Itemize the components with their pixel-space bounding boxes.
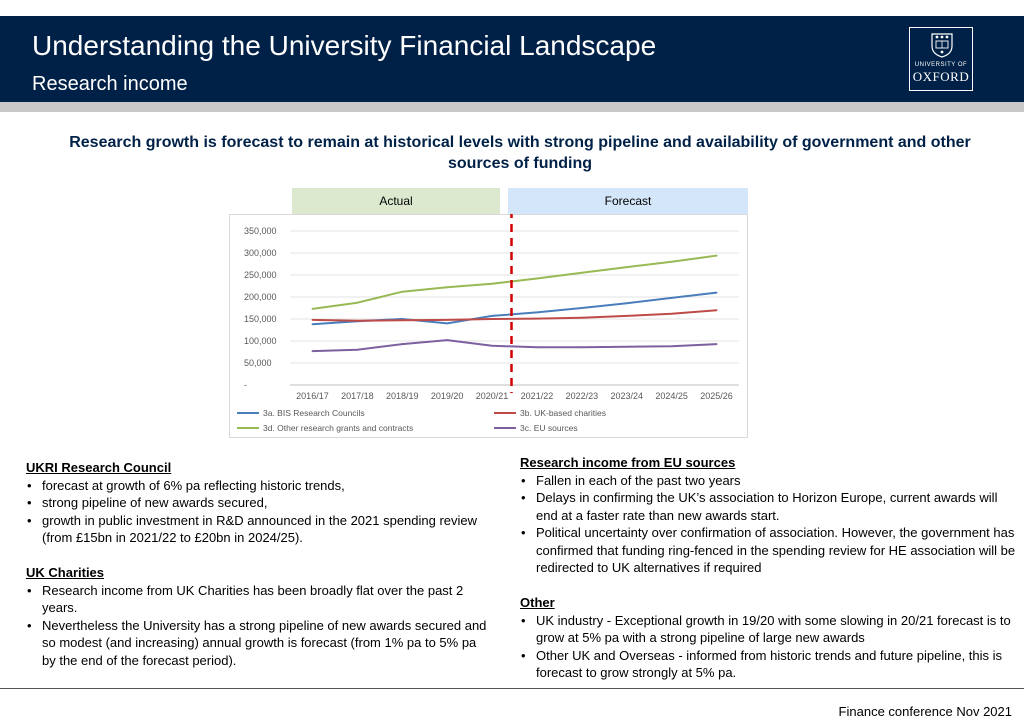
- data-point: [581, 272, 583, 274]
- list-item: • Political uncertainty over confirmation of association. However, the government has confirmed that funding ring-fenced in the spending review for HE association will be redirected to UK alternatives if required: [520, 524, 1020, 577]
- data-point: [401, 291, 403, 293]
- footer-caption: Finance conference Nov 2021: [838, 704, 1012, 719]
- header-divider: [0, 102, 1024, 112]
- research-income-line-chart: [229, 214, 748, 438]
- series-line: [313, 256, 717, 309]
- data-point: [716, 255, 718, 257]
- data-point: [491, 283, 493, 285]
- legend-label: 3a. BIS Research Councils: [263, 408, 365, 418]
- data-point: [312, 350, 314, 352]
- eu-section-title: Research income from EU sources: [520, 455, 736, 470]
- data-point: [446, 319, 448, 321]
- data-point: [401, 319, 403, 321]
- left-commentary: [26, 459, 488, 669]
- data-point: [312, 323, 314, 325]
- ukri-bullets: [26, 477, 488, 547]
- charities-section-title: UK Charities: [26, 565, 105, 580]
- data-point: [356, 349, 358, 351]
- actual-period-label: Actual: [292, 188, 500, 214]
- data-point: [626, 302, 628, 304]
- data-point: [401, 343, 403, 345]
- data-point: [312, 308, 314, 310]
- data-point: [671, 261, 673, 263]
- other-bullets: [520, 612, 1020, 682]
- data-point: [626, 315, 628, 317]
- page-title: Understanding the University Financial Landscape: [32, 30, 657, 61]
- x-tick-label: 2023/24: [610, 391, 644, 401]
- y-tick-label: 50,000: [244, 358, 272, 368]
- list-item: • growth in public investment in R&D announced in the 2021 spending review (from £15bn in 2021/22 to £20bn in 2024/25).: [26, 512, 488, 547]
- eu-bullets: [520, 472, 1020, 577]
- list-item: • Other UK and Overseas - informed from historic trends and future pipeline, this is forecast to grow strongly at 5% pa.: [520, 647, 1020, 682]
- data-point: [581, 307, 583, 309]
- other-section-title: Other: [520, 595, 555, 610]
- ukri-section-title: UKRI Research Council: [26, 460, 172, 475]
- charities-bullets: [26, 582, 488, 670]
- y-tick-label: 350,000: [244, 226, 277, 236]
- university-logo: [909, 27, 973, 91]
- y-tick-label: 200,000: [244, 292, 277, 302]
- data-point: [716, 309, 718, 311]
- forecast-period-label: Forecast: [508, 188, 748, 214]
- y-tick-label: 150,000: [244, 314, 277, 324]
- y-tick-label: -: [244, 380, 247, 390]
- data-point: [491, 318, 493, 320]
- data-point: [581, 317, 583, 319]
- data-point: [536, 318, 538, 320]
- logo-oxford: OXFORD: [912, 69, 970, 84]
- y-tick-label: 250,000: [244, 270, 277, 280]
- x-tick-label: 2016/17: [296, 391, 329, 401]
- header-banner: [0, 16, 1024, 102]
- x-tick-label: 2018/19: [385, 391, 419, 401]
- data-point: [671, 297, 673, 299]
- data-point: [356, 302, 358, 304]
- legend-label: 3b. UK-based charities: [520, 408, 606, 418]
- data-point: [312, 319, 314, 321]
- data-point: [491, 315, 493, 317]
- list-item: • Research income from UK Charities has been broadly flat over the past 2 years.: [26, 582, 488, 617]
- list-item: • forecast at growth of 6% pa reflecting historic trends,: [26, 477, 488, 495]
- data-point: [626, 266, 628, 268]
- x-tick-label: 2025/26: [700, 391, 733, 401]
- data-point: [536, 278, 538, 280]
- right-commentary: [520, 454, 1020, 682]
- y-tick-label: 300,000: [244, 248, 277, 258]
- x-tick-label: 2019/20: [430, 391, 464, 401]
- data-point: [536, 346, 538, 348]
- logo-university-of: UNIVERSITY OF: [914, 62, 968, 68]
- list-item: • UK industry - Exceptional growth in 19/20 with some slowing in 20/21 forecast is to grow at 5% pa with a strong pipeline of large new awards: [520, 612, 1020, 647]
- y-tick-label: 100,000: [244, 336, 277, 346]
- list-item: • Delays in confirming the UK’s association to Horizon Europe, current awards will end at a faster rate than new awards start.: [520, 489, 1020, 524]
- data-point: [446, 323, 448, 325]
- x-tick-label: 2021/22: [520, 391, 554, 401]
- legend-label: 3d. Other research grants and contracts: [263, 423, 414, 433]
- data-point: [671, 345, 673, 347]
- data-point: [536, 312, 538, 314]
- list-item: • Nevertheless the University has a strong pipeline of new awards secured and so modest (and increasing) annual growth is forecast (from 1% pa to 5% pa by the end of the forecast period).: [26, 617, 488, 670]
- data-point: [446, 286, 448, 288]
- data-point: [716, 343, 718, 345]
- data-point: [491, 345, 493, 347]
- data-point: [356, 320, 358, 322]
- data-point: [716, 292, 718, 294]
- x-tick-label: 2020/21: [475, 391, 509, 401]
- data-point: [626, 346, 628, 348]
- x-tick-label: 2017/18: [341, 391, 374, 401]
- footer-divider: [0, 688, 1024, 689]
- list-item: • Fallen in each of the past two years: [520, 472, 1020, 490]
- list-item: • strong pipeline of new awards secured,: [26, 494, 488, 512]
- slide-headline: Research growth is forecast to remain at historical levels with strong pipeline and availability of government and other sources of funding: [69, 134, 971, 172]
- x-tick-label: 2022/23: [565, 391, 599, 401]
- data-point: [446, 339, 448, 341]
- crest-icon: [930, 32, 954, 58]
- x-tick-label: 2024/25: [655, 391, 688, 401]
- page-subtitle: Research income: [32, 73, 188, 95]
- series-line: [313, 340, 717, 351]
- legend-label: 3c. EU sources: [520, 423, 578, 433]
- data-point: [581, 346, 583, 348]
- data-point: [671, 313, 673, 315]
